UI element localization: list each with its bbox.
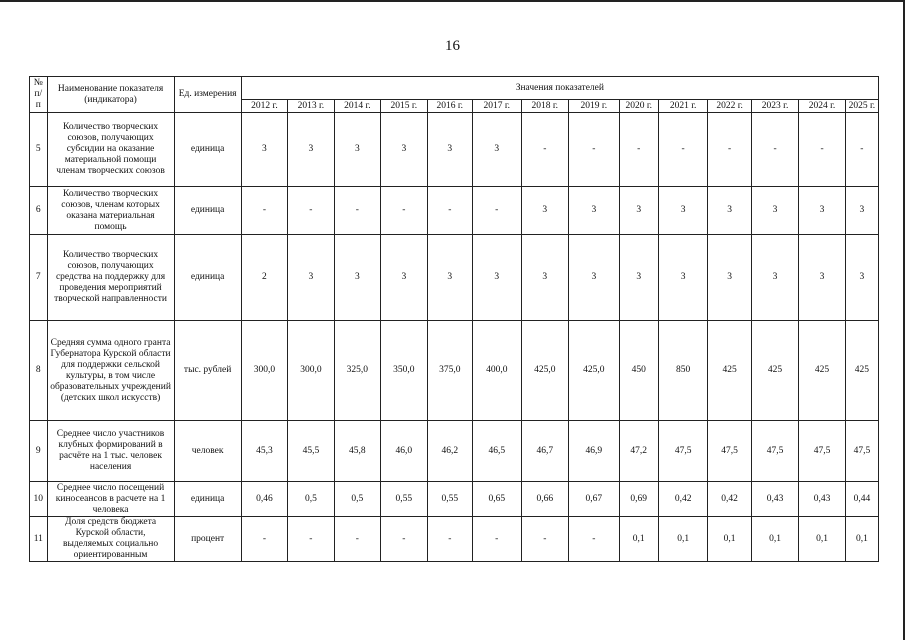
indicator-name: Средняя сумма одного гранта Губернатора Курской области для поддержки сельской культуры, в том числе образовательных учреждений (детских школ искусств) — [47, 321, 174, 421]
indicator-value: - — [427, 187, 472, 235]
indicator-value: 300,0 — [241, 321, 287, 421]
table-row — [30, 187, 879, 235]
header-name: Наименование показателя (индикатора) — [47, 77, 174, 113]
table-row — [30, 113, 879, 187]
indicator-value: 47,2 — [619, 421, 658, 482]
table-row — [30, 235, 879, 321]
indicator-value: 45,3 — [241, 421, 287, 482]
indicator-value: 375,0 — [427, 321, 472, 421]
indicator-value: 3 — [708, 235, 751, 321]
indicator-value: 3 — [799, 187, 845, 235]
indicator-value: - — [381, 187, 427, 235]
indicator-value: 0,1 — [845, 517, 878, 562]
indicator-value: 0,66 — [521, 482, 569, 517]
indicator-value: - — [288, 187, 334, 235]
header-year: 2018 г. — [521, 100, 569, 113]
indicator-value: 46,0 — [381, 421, 427, 482]
indicator-value: 0,5 — [288, 482, 334, 517]
indicator-value: - — [381, 517, 427, 562]
indicator-value: 0,1 — [751, 517, 799, 562]
indicator-value: 3 — [381, 235, 427, 321]
indicator-value: 47,5 — [708, 421, 751, 482]
indicator-value: - — [473, 517, 522, 562]
indicator-value: - — [427, 517, 472, 562]
indicator-value: 0,1 — [658, 517, 708, 562]
indicator-value: 0,5 — [334, 482, 380, 517]
row-number: 7 — [30, 235, 48, 321]
indicator-value: 46,9 — [569, 421, 620, 482]
indicator-value: 3 — [521, 187, 569, 235]
indicator-value: 3 — [751, 235, 799, 321]
indicator-value: 46,2 — [427, 421, 472, 482]
table-row — [30, 482, 879, 517]
table-row — [30, 517, 879, 562]
indicator-value: 3 — [658, 187, 708, 235]
indicator-value: 0,42 — [658, 482, 708, 517]
indicator-value: 3 — [658, 235, 708, 321]
unit-of-measure: процент — [174, 517, 241, 562]
indicator-value: - — [619, 113, 658, 187]
indicator-value: 3 — [845, 235, 878, 321]
indicator-value: 350,0 — [381, 321, 427, 421]
indicator-value: 47,5 — [658, 421, 708, 482]
indicator-value: 2 — [241, 235, 287, 321]
indicator-value: 46,5 — [473, 421, 522, 482]
indicator-value: - — [288, 517, 334, 562]
indicator-value: 3 — [334, 113, 380, 187]
indicator-value: 0,43 — [799, 482, 845, 517]
indicator-value: - — [708, 113, 751, 187]
indicator-value: 0,1 — [799, 517, 845, 562]
indicator-value: - — [241, 187, 287, 235]
indicator-value: - — [521, 517, 569, 562]
header-year: 2014 г. — [334, 100, 380, 113]
indicator-value: 0,1 — [619, 517, 658, 562]
row-number: 11 — [30, 517, 48, 562]
indicator-value: - — [241, 517, 287, 562]
indicator-value: 425 — [799, 321, 845, 421]
indicator-value: 300,0 — [288, 321, 334, 421]
unit-of-measure: тыс. рублей — [174, 321, 241, 421]
indicator-value: 3 — [288, 113, 334, 187]
indicator-value: 0,55 — [381, 482, 427, 517]
indicator-value: - — [751, 113, 799, 187]
header-values: Значения показателей — [241, 77, 878, 100]
indicator-value: 400,0 — [473, 321, 522, 421]
indicator-value: - — [658, 113, 708, 187]
indicator-value: 3 — [751, 187, 799, 235]
table-row — [30, 421, 879, 482]
row-number: 6 — [30, 187, 48, 235]
page-number: 16 — [445, 38, 460, 54]
indicator-name: Количество творческих союзов, получающих средства на поддержку для проведения мероприятий творческой направленности — [47, 235, 174, 321]
indicator-value: 425 — [708, 321, 751, 421]
indicator-value: 425 — [845, 321, 878, 421]
indicator-value: 450 — [619, 321, 658, 421]
header-year: 2023 г. — [751, 100, 799, 113]
indicator-value: 325,0 — [334, 321, 380, 421]
indicator-value: 47,5 — [845, 421, 878, 482]
indicator-value: 3 — [473, 235, 522, 321]
indicator-value: 0,55 — [427, 482, 472, 517]
indicator-value: 3 — [619, 235, 658, 321]
indicator-value: - — [334, 517, 380, 562]
indicator-value: 425,0 — [569, 321, 620, 421]
header-year: 2015 г. — [381, 100, 427, 113]
header-year: 2017 г. — [473, 100, 522, 113]
indicator-value: 0,46 — [241, 482, 287, 517]
indicator-value: 0,44 — [845, 482, 878, 517]
indicator-value: 0,67 — [569, 482, 620, 517]
header-year: 2016 г. — [427, 100, 472, 113]
indicator-value: 425,0 — [521, 321, 569, 421]
row-number: 10 — [30, 482, 48, 517]
table-row — [30, 321, 879, 421]
indicator-value: 3 — [569, 235, 620, 321]
indicator-value: - — [473, 187, 522, 235]
header-year: 2013 г. — [288, 100, 334, 113]
indicator-value: 3 — [241, 113, 287, 187]
indicator-value: 3 — [288, 235, 334, 321]
indicator-name: Количество творческих союзов, членам которых оказана материальная помощь — [47, 187, 174, 235]
unit-of-measure: единица — [174, 235, 241, 321]
header-year: 2012 г. — [241, 100, 287, 113]
indicator-value: - — [569, 517, 620, 562]
header-year: 2021 г. — [658, 100, 708, 113]
indicator-value: - — [799, 113, 845, 187]
indicator-value: 3 — [619, 187, 658, 235]
indicators-table — [29, 76, 879, 562]
row-number: 5 — [30, 113, 48, 187]
unit-of-measure: единица — [174, 187, 241, 235]
indicator-value: 45,8 — [334, 421, 380, 482]
header-year: 2024 г. — [799, 100, 845, 113]
indicator-value: 0,65 — [473, 482, 522, 517]
indicator-value: 0,1 — [708, 517, 751, 562]
indicator-value: 850 — [658, 321, 708, 421]
indicator-value: 3 — [569, 187, 620, 235]
indicator-value: 46,7 — [521, 421, 569, 482]
indicator-value: 3 — [334, 235, 380, 321]
indicator-value: 3 — [473, 113, 522, 187]
indicator-value: 45,5 — [288, 421, 334, 482]
header-year: 2025 г. — [845, 100, 878, 113]
indicator-value: 3 — [799, 235, 845, 321]
indicator-value: 0,42 — [708, 482, 751, 517]
indicator-value: 3 — [708, 187, 751, 235]
scan-edge-top — [0, 0, 905, 2]
unit-of-measure: человек — [174, 421, 241, 482]
indicator-name: Среднее число участников клубных формирований в расчёте на 1 тыс. человек населения — [47, 421, 174, 482]
indicator-value: - — [334, 187, 380, 235]
unit-of-measure: единица — [174, 113, 241, 187]
indicator-value: 3 — [845, 187, 878, 235]
header-year: 2019 г. — [569, 100, 620, 113]
indicator-value: 3 — [427, 235, 472, 321]
indicator-value: 3 — [521, 235, 569, 321]
table-body — [30, 113, 879, 562]
indicator-value: 47,5 — [751, 421, 799, 482]
indicator-value: - — [569, 113, 620, 187]
indicator-value: 3 — [381, 113, 427, 187]
indicator-name: Доля средств бюджета Курской области, выделяемых социально ориентированным — [47, 517, 174, 562]
indicator-value: - — [521, 113, 569, 187]
row-number: 9 — [30, 421, 48, 482]
indicator-value: 47,5 — [799, 421, 845, 482]
header-year: 2020 г. — [619, 100, 658, 113]
header-num: № п/п — [30, 77, 48, 113]
unit-of-measure: единица — [174, 482, 241, 517]
indicator-value: 425 — [751, 321, 799, 421]
indicator-value: 0,69 — [619, 482, 658, 517]
row-number: 8 — [30, 321, 48, 421]
indicator-name: Количество творческих союзов, получающих субсидии на оказание материальной помощи членам творческих союзов — [47, 113, 174, 187]
indicator-value: 3 — [427, 113, 472, 187]
indicator-name: Среднее число посещений киносеансов в расчете на 1 человека — [47, 482, 174, 517]
indicator-value: 0,43 — [751, 482, 799, 517]
header-unit: Ед. измерения — [174, 77, 241, 113]
header-year: 2022 г. — [708, 100, 751, 113]
indicator-value: - — [845, 113, 878, 187]
